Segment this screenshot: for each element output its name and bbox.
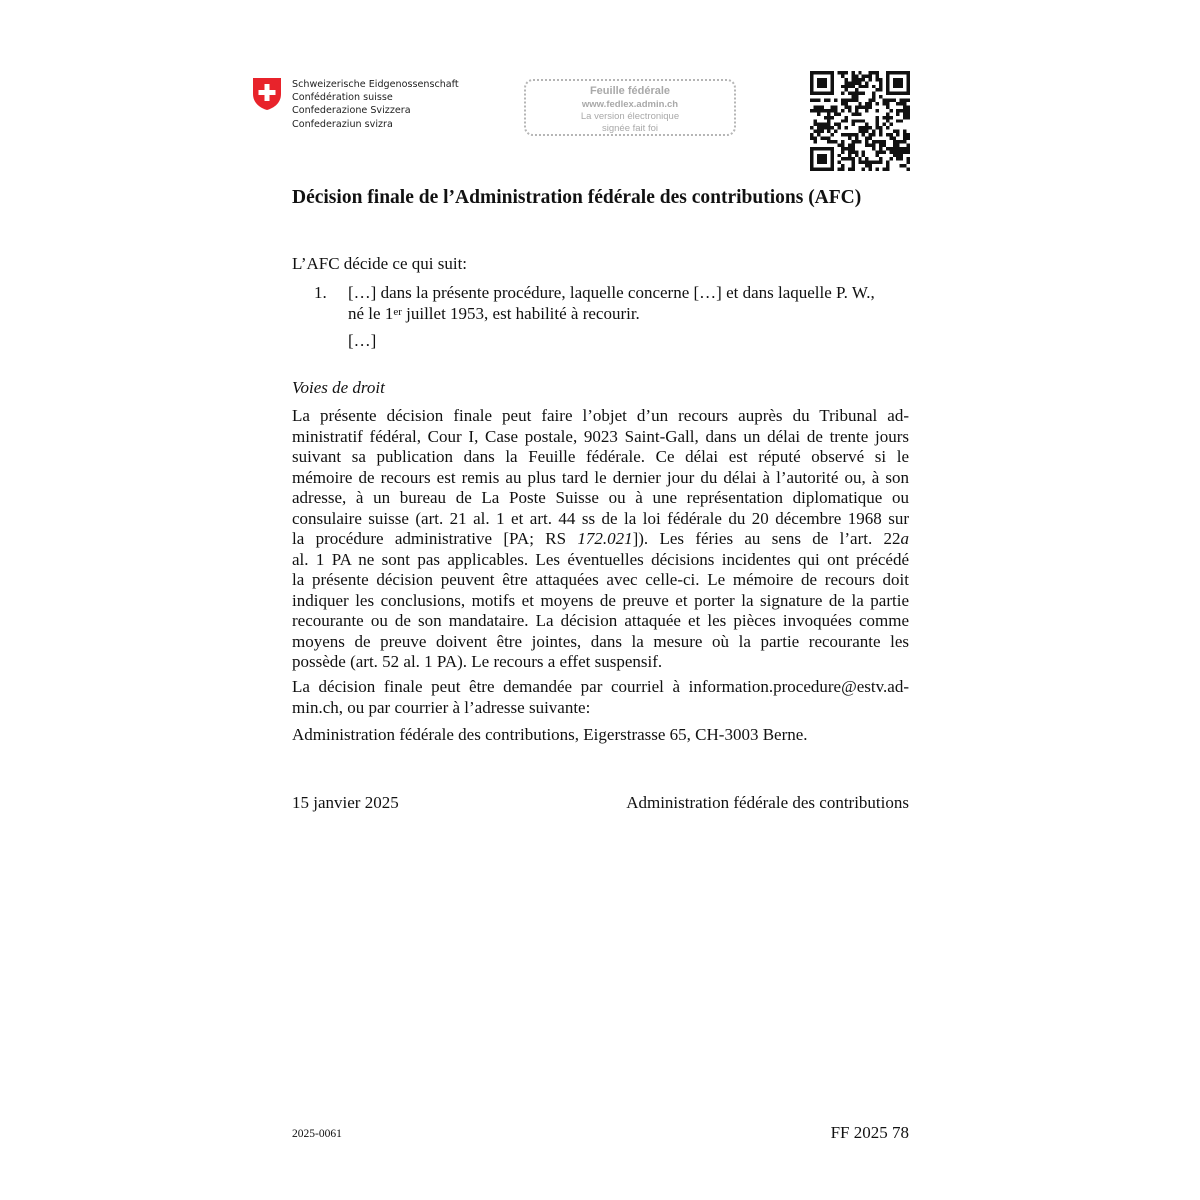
confederation-names [292,78,459,131]
confederation-line-de: Schweizerische Eidgenossenschaft [292,79,459,90]
decision-item-text [348,283,913,324]
paragraph-request-decision: La décision finale peut être demandée par courriel à information.procedure@estv.ad- min.ch, ou par courrier à l’adresse suivante: [292,677,909,717]
confederation-line-fr: Confédération suisse [292,92,393,104]
stamp-title: Feuille fédérale [589,85,671,97]
decision-item-line-2: né le 1er juillet 1953, est habilité à recourir. [348,303,640,323]
federal-gazette-stamp [524,79,736,136]
postal-address: Administration fédérale des contributions, Eigerstrasse 65, CH-3003 Berne. [292,725,808,744]
paragraph-legal-remedies: La présente décision finale peut faire l’objet d’un recours auprès du Tribunal ad- ministratif fédéral, Cour I, Case postale, 9023 Saint-Gall, dans un délai de trente jours suivant sa publication dans la Feuille fédérale. Ce délai est réputé observé si le mémoire de recours est remis au plus tard le dernier jour du délai à l’autorité ou, à son adresse, à un bureau de La Poste Suisse ou à une représentation diplomatique ou consulaire suisse (art. 21 al. 1 et art. 44 ss de la loi fédérale du 20 décembre 1968 sur la procédure administrative [PA; RS 172.021]). Les féries au sens de l’art. 22a al. 1 PA ne sont pas applicables. Les éventuelles décisions incidentes qui ont précédé la présente décision peuvent être attaquées avec celle-ci. Le mémoire de recours doit indiquer les conclusions, motifs et moyens de preuve et porter la signature de la partie recourante ou de son mandataire. La décision attaquée et les pièces invoquées comme moyens de preuve doivent être jointes, dans la mesure où la partie recourante les possède (art. 52 al. 1 PA). Le recours a effet suspensif. [292,406,910,671]
section-heading-voies-de-droit: Voies de droit [292,378,385,397]
decision-intro: L’AFC décide ce qui suit: [292,254,468,273]
signatory: Administration fédérale des contributions [626,793,909,812]
decision-item-line-1: […] dans la présente procédure, laquelle concerne […] et dans laquelle P. W., [348,283,875,302]
confederation-line-rm: Confederaziun svizra [292,118,393,130]
stamp-note-1: La version électronique [580,111,680,122]
decision-item-number: 1. [314,283,327,302]
federal-gazette-number: FF 2025 78 [830,1123,909,1142]
document-date: 15 janvier 2025 [292,793,399,812]
qr-code-icon[interactable] [810,71,910,171]
document-reference: 2025-0061 [292,1128,342,1140]
decision-item-ellipsis: […] [348,331,377,350]
document-title: Décision finale de l’Administration fédérale des contributions (AFC) [292,187,862,208]
stamp-url: www.fedlex.admin.ch [581,99,679,110]
swiss-coat-of-arms-icon [252,77,282,111]
confederation-line-it: Confederazione Svizzera [292,105,411,117]
stamp-note-2: signée fait foi [602,122,658,134]
